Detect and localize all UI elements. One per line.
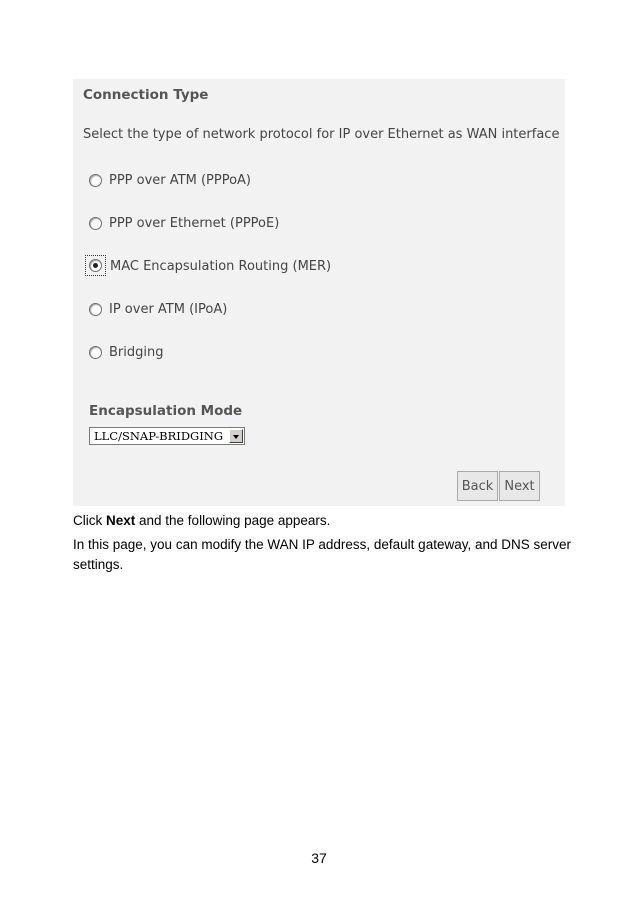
radio-mer[interactable] xyxy=(89,259,102,272)
radio-ipoa[interactable] xyxy=(89,303,102,316)
option-ipoa[interactable] xyxy=(89,299,227,319)
chevron-down-icon[interactable] xyxy=(229,429,243,443)
radio-selected-dot xyxy=(93,263,98,268)
option-ipoa-label: IP over ATM (IPoA) xyxy=(109,301,228,317)
instruction-prefix: Click xyxy=(73,513,106,528)
connection-type-description: Select the type of network protocol for IP over Ethernet as WAN interface xyxy=(83,127,560,142)
instruction-suffix: and the following page appears. xyxy=(135,513,331,528)
next-button[interactable]: Next xyxy=(499,471,540,501)
instruction-line-3: settings. xyxy=(73,557,124,572)
connection-type-screenshot xyxy=(73,79,565,506)
instruction-line-2: In this page, you can modify the WAN IP address, default gateway, and DNS server xyxy=(73,537,572,552)
connection-type-title: Connection Type xyxy=(83,87,209,103)
option-bridging-label: Bridging xyxy=(109,344,164,360)
encapsulation-mode-title: Encapsulation Mode xyxy=(89,403,243,419)
option-pppoa-label: PPP over ATM (PPPoA) xyxy=(109,172,251,188)
radio-bridging[interactable] xyxy=(89,346,102,359)
instruction-line-1 xyxy=(73,513,330,528)
option-pppoa[interactable] xyxy=(89,170,251,190)
encapsulation-mode-select[interactable] xyxy=(89,427,245,445)
radio-pppoa[interactable] xyxy=(89,174,102,187)
page-number: 37 xyxy=(311,850,327,866)
option-mer-label: MAC Encapsulation Routing (MER) xyxy=(110,258,332,274)
option-pppoe[interactable] xyxy=(89,213,279,233)
option-pppoe-label: PPP over Ethernet (PPPoE) xyxy=(109,215,280,231)
back-button[interactable]: Back xyxy=(457,471,498,501)
option-bridging[interactable] xyxy=(89,342,163,362)
focus-outline xyxy=(85,255,106,276)
encapsulation-mode-value: LLC/SNAP-BRIDGING xyxy=(94,429,224,443)
instruction-next-bold: Next xyxy=(106,513,136,528)
radio-pppoe[interactable] xyxy=(89,217,102,230)
option-mer[interactable] xyxy=(89,256,331,276)
